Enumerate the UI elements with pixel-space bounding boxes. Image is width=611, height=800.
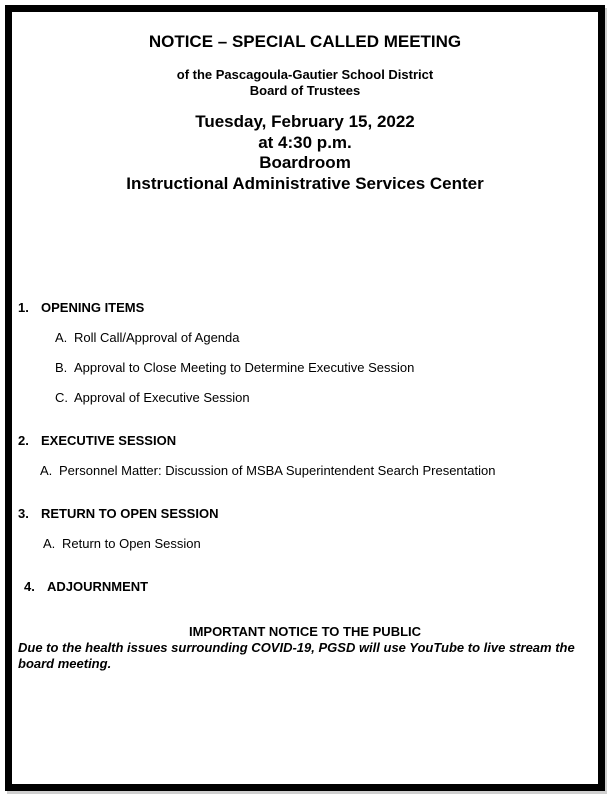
section-number: 1. xyxy=(18,300,29,315)
item-letter: A. xyxy=(40,463,53,478)
agenda-item xyxy=(43,536,592,552)
notice-document xyxy=(5,5,605,791)
item-text: Return to Open Session xyxy=(62,536,201,551)
section-title: RETURN TO OPEN SESSION xyxy=(41,506,219,521)
section-heading xyxy=(18,433,592,449)
section-number: 2. xyxy=(18,433,29,448)
public-notice-body xyxy=(18,640,592,672)
agenda-section-return-to-open-session xyxy=(18,506,592,552)
agenda-item xyxy=(55,360,592,376)
section-title: OPENING ITEMS xyxy=(41,300,145,315)
item-letter: C. xyxy=(55,390,68,405)
event-date: Tuesday, February 15, 2022 xyxy=(195,112,415,131)
section-heading xyxy=(24,579,592,595)
agenda-section-adjournment xyxy=(18,579,592,595)
event-room: Boardroom xyxy=(259,153,351,172)
public-notice xyxy=(18,624,592,672)
event-time: at 4:30 p.m. xyxy=(258,132,352,152)
event-details xyxy=(18,112,592,194)
section-number: 4. xyxy=(24,579,35,594)
item-text: Approval to Close Meeting to Determine Executive Session xyxy=(74,360,415,375)
section-title: ADJOURNMENT xyxy=(47,579,149,594)
document-title: NOTICE – SPECIAL CALLED MEETING xyxy=(148,32,462,51)
item-letter: B. xyxy=(55,360,68,375)
agenda-item xyxy=(55,330,592,346)
item-text: Personnel Matter: Discussion of MSBA Superintendent Search Presentation xyxy=(59,463,496,478)
subtitle-line-1: of the Pascagoula-Gautier School District xyxy=(176,67,434,82)
agenda-section-opening-items xyxy=(18,300,592,406)
subtitle-line-2: Board of Trustees xyxy=(249,83,361,98)
public-notice-body-line-1: Due to the health issues surrounding COVID-19, PGSD will use YouTube to live stream the xyxy=(18,640,575,655)
section-title: EXECUTIVE SESSION xyxy=(41,433,177,448)
agenda-item xyxy=(40,463,592,479)
section-heading xyxy=(18,506,592,522)
agenda-item xyxy=(55,390,592,406)
public-notice-heading: IMPORTANT NOTICE TO THE PUBLIC xyxy=(188,624,422,639)
public-notice-body-line-2: board meeting. xyxy=(18,656,112,671)
item-letter: A. xyxy=(43,536,56,551)
item-text: Approval of Executive Session xyxy=(74,390,250,405)
section-number: 3. xyxy=(18,506,29,521)
item-letter: A. xyxy=(55,330,68,345)
document-subtitle xyxy=(18,67,592,99)
event-venue: Instructional Administrative Services Center xyxy=(126,173,484,193)
agenda-section-executive-session xyxy=(18,433,592,479)
item-text: Roll Call/Approval of Agenda xyxy=(74,330,240,345)
agenda xyxy=(18,300,592,595)
section-heading xyxy=(18,300,592,316)
